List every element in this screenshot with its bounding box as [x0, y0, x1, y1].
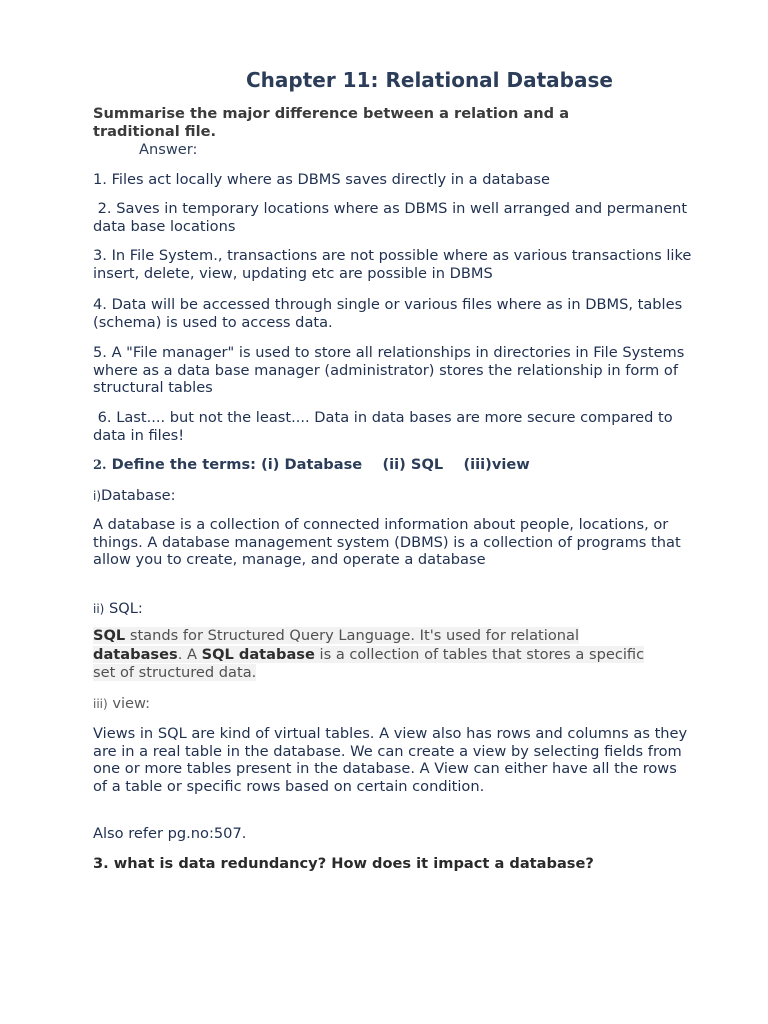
- term-view-heading: [93, 695, 150, 712]
- answer-point-2: 2. Saves in temporary locations where as DBMS in well arranged and permanent data base locations: [93, 200, 692, 235]
- term-sql-label: SQL:: [109, 600, 143, 617]
- answer-point-4: 4. Data will be accessed through single or various files where as in DBMS, tables (schema) is used to access data.: [93, 296, 683, 331]
- question-2-number: 2.: [93, 458, 107, 473]
- sql-databases-keyword: databases: [93, 645, 178, 663]
- question-1: Summarise the major difference between a relation and a traditional file.: [93, 105, 570, 140]
- term-sql-definition: [93, 627, 653, 683]
- term-view-numeral: iii): [93, 697, 108, 711]
- question-2: [93, 456, 530, 473]
- sql-text-1: stands for Structured Query Language. It's used for relational: [125, 627, 579, 644]
- sql-text-2: . A: [177, 645, 202, 663]
- term-database-heading: [93, 487, 176, 504]
- term-database-numeral: i): [93, 489, 102, 503]
- term-database-definition: A database is a collection of connected information about people, locations, or things. A database management system (DBMS) is a collection of programs that allow you to create, manage, and operate a database: [93, 516, 681, 569]
- answer-point-1: 1. Files act locally where as DBMS saves directly in a database: [93, 171, 550, 188]
- answer-point-5: 5. A "File manager" is used to store all relationships in directories in File Systems where as a data base manager (administrator) stores the relationship in form of structural tables: [93, 344, 685, 397]
- term-view-label: view:: [112, 695, 151, 712]
- sql-text-3: is a collection of tables that stores a specific set of structured data.: [93, 645, 645, 681]
- page-title: Chapter 11: Relational Database: [246, 68, 613, 92]
- question-2-text: Define the terms: (i) Database (ii) SQL (iii)view: [111, 456, 530, 473]
- answer-point-3: 3. In File System., transactions are not possible where as various transactions like insert, delete, view, updating etc are possible in DBMS: [93, 247, 692, 282]
- question-3: 3. what is data redundancy? How does it impact a database?: [93, 855, 594, 872]
- answer-point-6: 6. Last.... but not the least.... Data in data bases are more secure compared to data in files!: [93, 409, 678, 444]
- term-view-definition: Views in SQL are kind of virtual tables. A view also has rows and columns as they are in a real table in the database. We can create a view by selecting fields from one or more tables present in the database. A View can either have all the rows of a table or specific rows based on certain condition.: [93, 725, 688, 795]
- term-sql-numeral: ii): [93, 602, 105, 616]
- term-sql-heading: [93, 600, 143, 617]
- reference-note: Also refer pg.no:507.: [93, 825, 247, 842]
- sql-keyword: SQL: [93, 627, 126, 644]
- sql-database-keyword: SQL database: [201, 645, 315, 663]
- term-database-label: Database:: [101, 487, 176, 504]
- answer-label: Answer:: [139, 141, 198, 158]
